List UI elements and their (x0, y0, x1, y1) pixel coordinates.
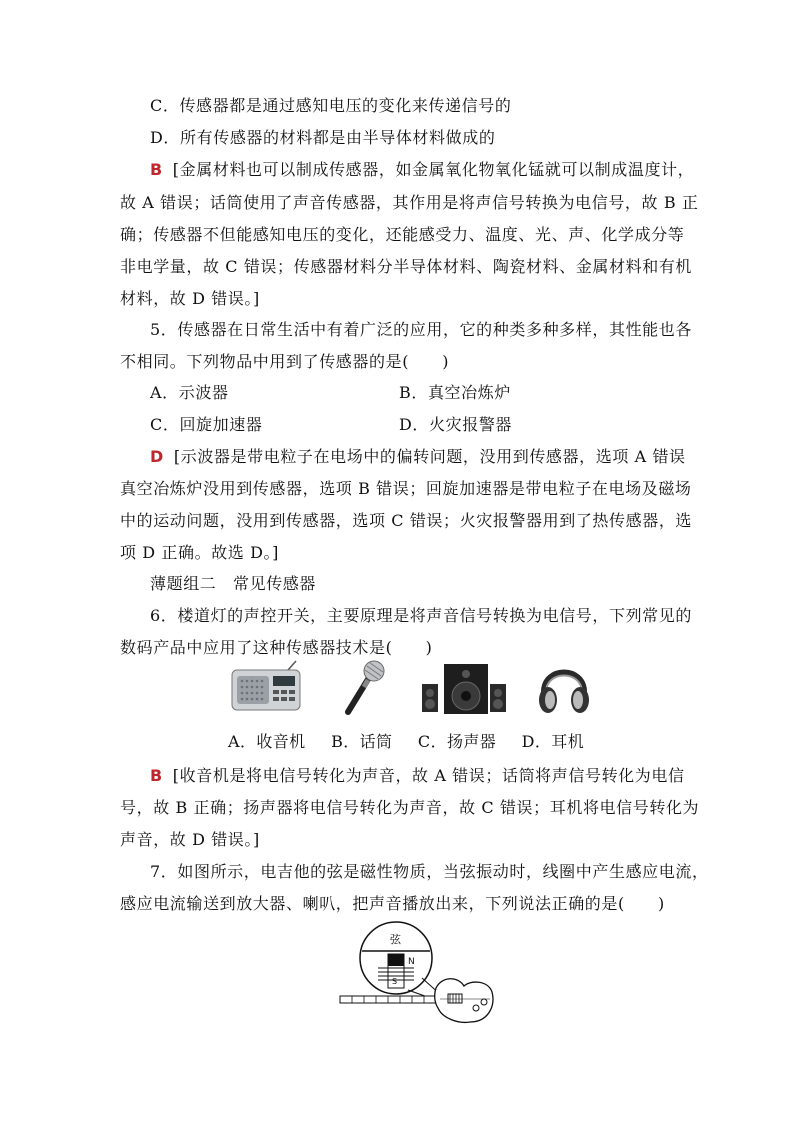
microphone-image (340, 658, 388, 716)
question-6-line-2: 数码产品中应用了这种传感器技术是( ) (120, 638, 433, 657)
answer-4-line-5: 材料，故 D 错误。] (120, 289, 260, 308)
answer-6-line-3: 声音，故 D 错误。] (120, 830, 260, 849)
answer-4-line-3: 确；传感器不但能感知电压的变化，还能感受力、温度、光、声、化学成分等 (120, 225, 685, 244)
answer-6-line-2: 号，故 B 正确；扬声器将电信号转化为声音，故 C 错误；耳机将电信号转化为 (120, 798, 700, 817)
south-pole-label: S (392, 977, 398, 986)
speaker-image (420, 660, 510, 716)
question-6-option-c: C．扬声器 (417, 732, 497, 751)
question-6-option-d: D．耳机 (521, 732, 585, 751)
answer-5-line-3: 中的运动问题，没用到传感器，选项 C 错误；火灾报警器用到了热传感器，选 (120, 511, 693, 530)
north-pole-label: N (408, 957, 415, 967)
question-5-option-b: B．真空冶炼炉 (399, 383, 511, 402)
question-6-line-1: 6．楼道灯的声控开关，主要原理是将声音信号转换为电信号，下列常见的 (150, 606, 692, 625)
option-d-text: D．所有传感器的材料都是由半导体材料做成的 (150, 128, 496, 147)
question-5-option-c: C．回旋加速器 (150, 415, 263, 434)
answer-5-line-4: 项 D 正确。故选 D。] (120, 543, 279, 562)
question-5-option-d: D．火灾报警器 (399, 415, 513, 434)
headphones-image (536, 658, 592, 716)
answer-4-line-2: 故 A 错误；话筒使用了声音传感器，其作用是将声信号转换为电信号，故 B 正 (120, 193, 699, 212)
answer-6-letter: B (150, 766, 163, 785)
question-6-captions (228, 732, 604, 752)
answer-5-first-line (150, 447, 706, 467)
section-heading: 薄题组二 常见传感器 (150, 574, 317, 593)
question-6-option-a: A．收音机 (228, 732, 306, 751)
option-c-text: C．传感器都是通过感知电压的变化来传递信号的 (150, 96, 512, 115)
question-6-option-b: B．话筒 (331, 732, 393, 751)
question-7-line-2: 感应电流输送到放大器、喇叭，把声音播放出来，下列说法正确的是( ) (120, 894, 665, 913)
answer-5-text: [示波器是带电粒子在电场中的偏转问题，没用到传感器，选项 A 错误 (173, 447, 686, 466)
answer-6-text: [收音机是将电信号转化为声音，故 A 错误；话筒将声信号转化为电信 (172, 766, 685, 785)
question-5-line-2: 不相同。下列物品中用到了传感器的是( ) (120, 352, 450, 371)
answer-4-first-line (150, 160, 706, 180)
answer-4-line-4: 非电学量，故 C 错误；传感器材料分半导体材料、陶瓷材料、金属材料和有机 (120, 257, 693, 276)
answer-5-letter: D (150, 447, 164, 466)
answer-4-letter: B (150, 160, 163, 179)
electric-guitar-diagram (338, 918, 498, 1028)
answer-4-text: [金属材料也可以制成传感器，如金属氧化物氧化锰就可以制成温度计， (172, 160, 695, 179)
string-label: 弦 (390, 933, 401, 946)
question-5-option-a: A．示波器 (150, 383, 229, 402)
question-5-line-1: 5．传感器在日常生活中有着广泛的应用，它的种类多种多样，其性能也各 (150, 320, 692, 339)
answer-6-first-line (150, 766, 706, 786)
answer-5-line-2: 真空冶炼炉没用到传感器，选项 B 错误；回旋加速器是带电粒子在电场及磁场 (120, 479, 692, 498)
radio-image (228, 660, 304, 714)
question-7-line-1: 7．如图所示，电吉他的弦是磁性物质，当弦振动时，线圈中产生感应电流， (150, 862, 709, 881)
